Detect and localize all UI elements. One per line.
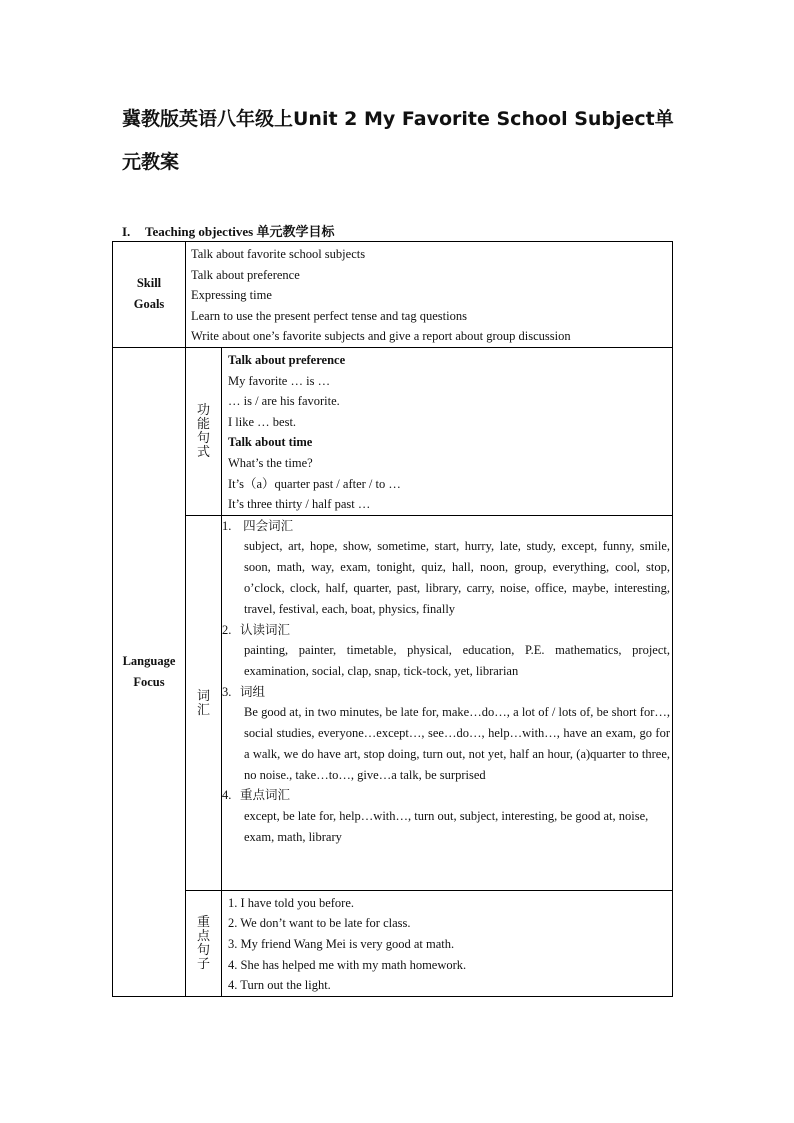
vocab-group-heading	[222, 682, 672, 703]
functional-sentences-row	[113, 347, 673, 515]
vocab-group-number: 4.	[222, 788, 232, 803]
skill-goals-row	[113, 242, 673, 348]
vocab-word-list: except, be late for, help…with…, turn out, subject, interesting, be good at, noise, exam, math, library	[244, 809, 649, 844]
label-char: 词	[196, 687, 210, 703]
vocab-group-heading	[222, 516, 672, 537]
function-heading: Talk about time	[228, 435, 313, 450]
section-title: Teaching objectives 单元教学目标	[145, 224, 335, 239]
label-char: 能	[196, 416, 210, 432]
skill-goal: Talk about favorite school subjects	[191, 247, 366, 261]
language-focus-header-line: Focus	[133, 674, 165, 689]
label-char: 功	[196, 402, 210, 418]
vocabulary-cell	[222, 515, 673, 890]
label-char: 句	[196, 430, 210, 446]
vocabulary-row	[113, 515, 673, 890]
skill-goals-header	[113, 242, 186, 348]
language-focus-header	[113, 347, 186, 996]
label-char: 汇	[196, 701, 210, 717]
key-sentence: 4. Turn out the light.	[228, 978, 331, 993]
skill-goal: Write about one’s favorite subjects and give a report about group discussion	[191, 329, 571, 344]
language-focus-header-line: Language	[122, 653, 176, 668]
functional-sentences-label	[186, 347, 222, 515]
vocab-word-list: painting, painter, timetable, physical, education, P.E. mathematics, project, examination, social, clap, snap, tick-tock, yet, librarian	[244, 643, 670, 678]
vocab-group-number: 1.	[222, 518, 232, 533]
function-line: It’s（a）quarter past / after / to …	[228, 476, 401, 491]
function-line: It’s three thirty / half past …	[228, 497, 371, 512]
label-char: 点	[196, 928, 210, 944]
objectives-table	[112, 241, 673, 997]
key-sentences-label	[186, 890, 222, 996]
vocab-group-heading	[222, 620, 672, 641]
function-heading: Talk about preference	[228, 352, 346, 367]
vocab-group-number: 3.	[222, 684, 232, 699]
skill-goal: Learn to use the present perfect tense and tag questions	[191, 308, 467, 323]
vocab-group-title: 重点词汇	[240, 788, 291, 803]
key-sentence: 2. We don’t want to be late for class.	[228, 916, 411, 931]
functional-sentences-cell	[222, 347, 673, 515]
key-sentence: 1. I have told you before.	[228, 895, 355, 910]
vocab-word-list: Be good at, in two minutes, be late for, make…do…, a lot of / lots of, be short for…, social studies, everyone…except…, see…do…, help…with…, have an exam, go for a walk, we do have art, stop doing, turn out, not yet, half an hour, (a)quarter to three, no noise., take…to…, give…a talk, be surprised	[244, 705, 670, 782]
label-char: 式	[196, 444, 210, 460]
function-line: What’s the time?	[228, 455, 313, 470]
section-heading	[122, 221, 334, 240]
key-sentences-row	[113, 890, 673, 996]
skill-goal: Expressing time	[191, 288, 272, 303]
function-line: My favorite … is …	[228, 373, 331, 388]
section-number: I.	[122, 224, 131, 239]
skill-goals-header-line: Goals	[133, 297, 165, 312]
function-line: I like … best.	[228, 414, 297, 429]
vocab-group-title: 认读词汇	[240, 622, 291, 637]
vocab-group-title: 四会词汇	[240, 518, 294, 533]
key-sentence: 4. She has helped me with my math homework.	[228, 957, 467, 972]
vocab-group-heading	[222, 785, 672, 806]
skill-goals-header-line: Skill	[136, 276, 162, 291]
function-line: … is / are his favorite.	[228, 394, 340, 409]
label-char: 重	[196, 914, 210, 930]
vocab-word-list: subject, art, hope, show, sometime, start, hurry, late, study, except, funny, smile, soon, math, way, exam, tonight, quiz, hall, noon, group, everything, cool, stop, o’clock, clock, half, quarter, past, library, carry, noise, office, maybe, interesting, travel, festival, each, boat, physics, finally	[244, 539, 670, 616]
skill-goal: Talk about preference	[191, 267, 300, 282]
vocab-group-number: 2.	[222, 622, 232, 637]
page-title: 冀教版英语八年级上Unit 2 My Favorite School Subject单元教案	[122, 108, 674, 173]
skill-goals-cell	[186, 242, 673, 348]
key-sentences-cell	[222, 890, 673, 996]
key-sentence: 3. My friend Wang Mei is very good at math.	[228, 936, 455, 951]
label-char: 子	[196, 956, 210, 972]
vocabulary-label	[186, 515, 222, 890]
vocab-group-title: 词组	[240, 684, 266, 699]
label-char: 句	[196, 942, 210, 958]
